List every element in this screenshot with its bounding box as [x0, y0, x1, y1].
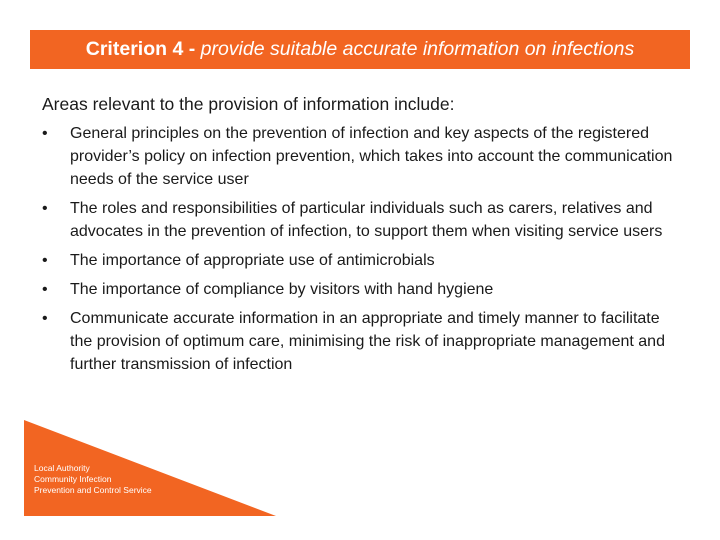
footer-line: Prevention and Control Service [34, 485, 152, 495]
footer-line: Local Authority [34, 463, 90, 473]
list-item [40, 197, 680, 243]
list-item [40, 249, 680, 272]
intro-text: Areas relevant to the provision of information include: [42, 94, 455, 114]
bullet-text: Communicate accurate information in an appropriate and timely manner to facilitate the provision of optimum care, minimising the risk of inappropriate management and further transmission of infection [70, 310, 665, 373]
footer-line: Community Infection [34, 474, 112, 484]
title-criterion: Criterion 4 - [85, 38, 196, 60]
bullet-icon: • [42, 200, 48, 217]
list-item [40, 307, 680, 376]
bullet-text: The importance of appropriate use of antimicrobials [70, 252, 435, 269]
list-item [40, 278, 680, 301]
slide-title-bar [30, 30, 690, 69]
bullet-icon: • [42, 252, 48, 269]
bullet-text: General principles on the prevention of infection and key aspects of the registered provider’s policy on infection prevention, which takes into account the communication needs of the service user [70, 125, 673, 188]
bullet-list [40, 122, 680, 382]
bullet-text: The roles and responsibilities of particular individuals such as carers, relatives and advocates in the prevention of infection, to support them when visiting service users [70, 200, 663, 240]
bullet-text: The importance of compliance by visitors with hand hygiene [70, 281, 494, 298]
organization-logo-text [34, 463, 152, 496]
list-item [40, 122, 680, 191]
bullet-icon: • [42, 281, 48, 298]
bullet-icon: • [42, 310, 48, 327]
bullet-icon: • [42, 125, 48, 142]
title-description: provide suitable accurate information on infections [200, 38, 635, 60]
